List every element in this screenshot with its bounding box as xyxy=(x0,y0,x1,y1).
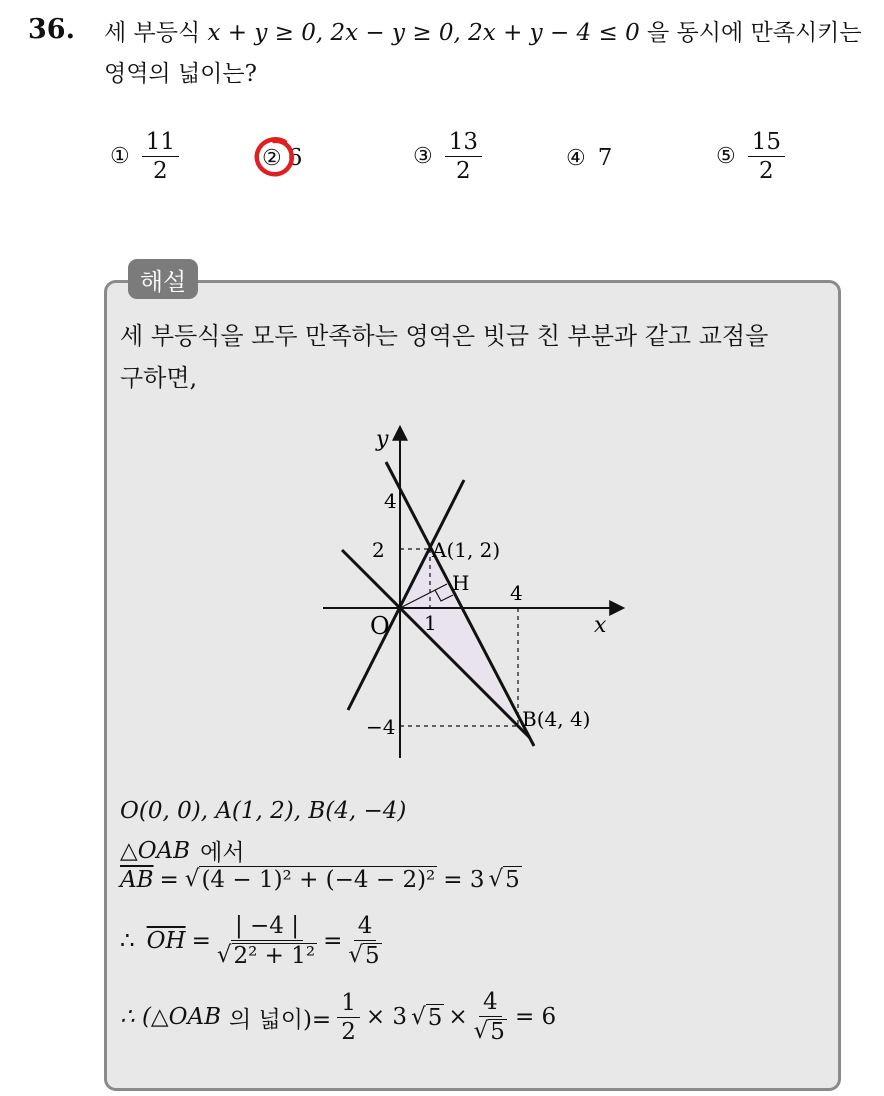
tick-x-1: 1 xyxy=(424,611,437,635)
choice-fraction xyxy=(748,130,785,183)
therefore-symbol: ∴ xyxy=(120,928,135,955)
triangle-line xyxy=(120,834,245,867)
sqrt-five: √ 5 xyxy=(488,866,520,893)
fraction-denominator: 2 xyxy=(456,158,471,185)
oh-fraction xyxy=(217,914,317,968)
x-axis-label: x xyxy=(594,613,607,638)
point-h-label: H xyxy=(452,571,470,595)
inequality-1: x + y ≥ 0, xyxy=(207,20,324,46)
fraction-denominator: √ 5 xyxy=(348,942,380,970)
fraction-numerator: 11 xyxy=(142,130,179,157)
tick-y-4: 4 xyxy=(384,489,397,513)
region-graph xyxy=(318,418,628,763)
question-suffix: 을 동시에 만족시키는 xyxy=(647,20,862,46)
choice-2[interactable] xyxy=(262,145,302,171)
fraction-numerator: 15 xyxy=(748,130,785,157)
choice-fraction xyxy=(445,130,482,183)
choice-3[interactable] xyxy=(413,130,482,183)
fraction-denominator: 2 xyxy=(759,158,774,185)
fraction-denominator: 2 xyxy=(341,1018,356,1045)
y-axis-label: y xyxy=(376,427,389,452)
choice-fraction xyxy=(142,130,179,183)
sqrt-five: √ 5 xyxy=(411,1003,443,1031)
fraction-numerator: 4 xyxy=(354,914,377,941)
choice-marker: ① xyxy=(110,144,130,170)
explanation-text-line-2: 구하면, xyxy=(120,364,198,392)
inequality-3: 2x + y − 4 ≤ 0 xyxy=(468,20,640,46)
fraction-numerator: 1 xyxy=(337,991,360,1018)
radicand: 5 xyxy=(490,1019,505,1046)
inequality-2: 2x − y ≥ 0, xyxy=(330,20,461,46)
explanation-text-line-1: 세 부등식을 모두 만족하는 영역은 빗금 친 부분과 같고 교점을 xyxy=(120,322,769,350)
oh-length-line xyxy=(120,914,382,968)
equals-sign: = xyxy=(191,928,211,955)
points-line: O(0, 0), A(1, 2), B(4, −4) xyxy=(120,798,407,824)
segment-oh-label: $\overline{OH}$ xyxy=(146,928,186,955)
area-result: = 6 xyxy=(514,1004,557,1031)
radicand: 2² + 1² xyxy=(233,943,316,970)
triangle-suffix: 에서 xyxy=(200,840,245,866)
radicand: 5 xyxy=(427,1004,443,1031)
tick-y-minus-4: −4 xyxy=(366,715,396,739)
fraction-denominator: √ 5 xyxy=(473,1018,505,1046)
question-number: 36. xyxy=(28,14,75,45)
fraction-denominator: √ 2² + 1² xyxy=(216,942,316,970)
area-line xyxy=(120,990,556,1044)
question-line-1 xyxy=(104,14,862,47)
choice-value: 7 xyxy=(597,145,613,171)
fraction-denominator: 2 xyxy=(153,158,168,185)
point-a-label: A(1, 2) xyxy=(432,538,501,562)
sqrt-expression: √ (4 − 1)² + (−4 − 2)² xyxy=(184,866,436,893)
area-prefix: ∴ (△OAB xyxy=(120,1004,221,1031)
half-fraction xyxy=(337,991,360,1044)
times-sign: × xyxy=(448,1004,468,1031)
question-prefix: 세 부등식 xyxy=(104,20,201,46)
times-three: × 3 xyxy=(365,1004,408,1031)
fraction-numerator: 4 xyxy=(479,990,502,1017)
choice-marker: ⑤ xyxy=(716,144,736,170)
oh-fraction-simplified xyxy=(348,914,381,968)
equals-sign: = xyxy=(323,928,343,955)
tick-y-2: 2 xyxy=(372,538,385,562)
triangle-name: △OAB xyxy=(120,837,191,864)
equals-sign: = xyxy=(159,866,179,893)
point-b-label: B(4, 4) xyxy=(522,707,591,731)
choice-marker: ④ xyxy=(566,145,586,171)
radicand: 5 xyxy=(505,867,520,893)
area-mid: 의 넓이)= xyxy=(228,1006,332,1033)
origin-label: O xyxy=(370,612,390,640)
radicand: (4 − 1)² + (−4 − 2)² xyxy=(201,867,436,893)
radicand: 5 xyxy=(365,943,380,970)
choice-4[interactable] xyxy=(566,145,612,171)
last-fraction xyxy=(474,990,507,1044)
fraction-numerator: | −4 | xyxy=(231,914,303,941)
ab-length-line xyxy=(120,866,522,893)
choice-marker: ② xyxy=(262,145,282,171)
tick-x-4: 4 xyxy=(510,581,523,605)
fraction-numerator: 13 xyxy=(445,130,482,157)
choice-1[interactable] xyxy=(110,130,179,183)
choice-5[interactable] xyxy=(716,130,785,183)
ab-result: = 3 xyxy=(443,866,485,893)
segment-ab: $\overline{AB}$ xyxy=(120,866,154,893)
question-line-2: 영역의 넓이는? xyxy=(104,61,257,87)
explanation-tag: 해설 xyxy=(128,259,198,299)
choice-marker: ③ xyxy=(413,144,433,170)
choice-value: 6 xyxy=(287,145,303,171)
